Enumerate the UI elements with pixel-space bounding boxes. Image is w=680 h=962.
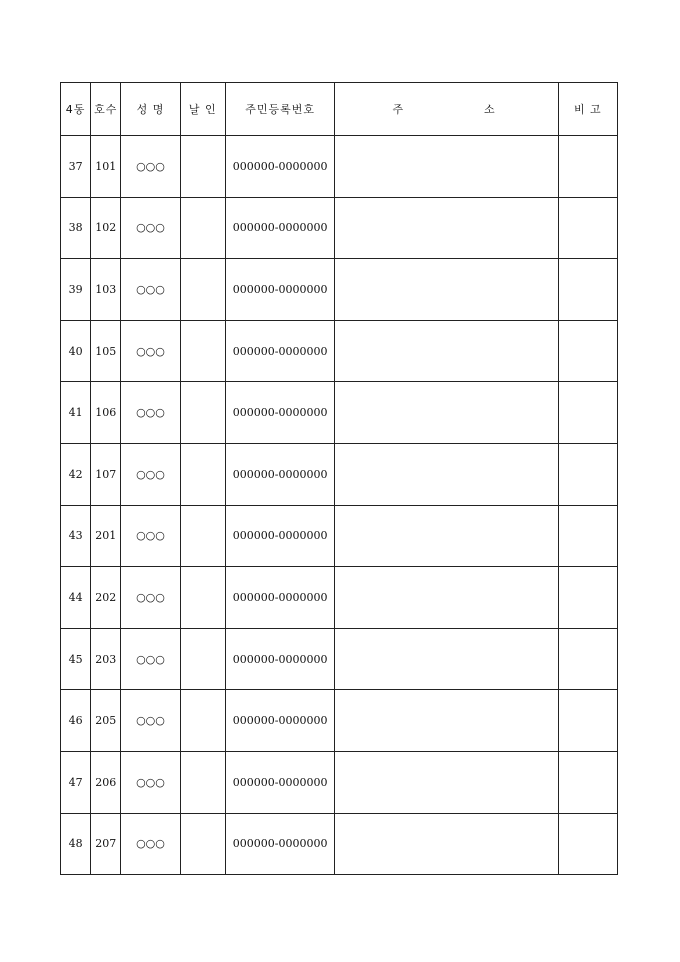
table-row [61, 751, 618, 813]
cell-row-number: 43 [61, 505, 91, 567]
cell-unit-number: 203 [91, 628, 121, 690]
header-resident-registration-number: 주민등록번호 [225, 83, 335, 136]
cell-row-number: 45 [61, 628, 91, 690]
cell-resident-registration-number: 000000-0000000 [225, 443, 335, 505]
cell-resident-registration-number: 000000-0000000 [225, 690, 335, 752]
cell-seal [180, 628, 225, 690]
cell-seal [180, 751, 225, 813]
cell-note [558, 320, 617, 382]
cell-name: ○○○ [121, 382, 180, 444]
cell-address [335, 443, 558, 505]
cell-row-number: 42 [61, 443, 91, 505]
table-row [61, 259, 618, 321]
cell-unit-number: 207 [91, 813, 121, 875]
cell-unit-number: 201 [91, 505, 121, 567]
cell-resident-registration-number: 000000-0000000 [225, 567, 335, 629]
cell-address [335, 259, 558, 321]
cell-note [558, 813, 617, 875]
cell-name: ○○○ [121, 136, 180, 198]
resident-roster-table [60, 82, 618, 875]
cell-row-number: 38 [61, 197, 91, 259]
cell-seal [180, 443, 225, 505]
cell-name: ○○○ [121, 813, 180, 875]
cell-seal [180, 259, 225, 321]
cell-name: ○○○ [121, 751, 180, 813]
table-row [61, 813, 618, 875]
cell-resident-registration-number: 000000-0000000 [225, 136, 335, 198]
cell-resident-registration-number: 000000-0000000 [225, 259, 335, 321]
cell-note [558, 197, 617, 259]
table-header [61, 83, 618, 136]
cell-unit-number: 102 [91, 197, 121, 259]
cell-unit-number: 106 [91, 382, 121, 444]
header-unit-number: 호수 [91, 83, 121, 136]
resident-roster-sheet [60, 82, 618, 875]
cell-note [558, 259, 617, 321]
cell-name: ○○○ [121, 567, 180, 629]
cell-address [335, 382, 558, 444]
header-address-left: 주 [392, 103, 405, 116]
cell-row-number: 46 [61, 690, 91, 752]
cell-resident-registration-number: 000000-0000000 [225, 751, 335, 813]
header-address [335, 83, 558, 136]
cell-row-number: 39 [61, 259, 91, 321]
cell-resident-registration-number: 000000-0000000 [225, 382, 335, 444]
cell-row-number: 47 [61, 751, 91, 813]
cell-seal [180, 320, 225, 382]
cell-address [335, 813, 558, 875]
cell-address [335, 567, 558, 629]
cell-note [558, 751, 617, 813]
cell-name: ○○○ [121, 505, 180, 567]
table-row [61, 628, 618, 690]
cell-row-number: 41 [61, 382, 91, 444]
header-dong: 4동 [61, 83, 91, 136]
cell-seal [180, 505, 225, 567]
table-row [61, 505, 618, 567]
cell-address [335, 136, 558, 198]
cell-note [558, 628, 617, 690]
table-body [61, 136, 618, 875]
cell-name: ○○○ [121, 690, 180, 752]
cell-resident-registration-number: 000000-0000000 [225, 505, 335, 567]
cell-unit-number: 105 [91, 320, 121, 382]
cell-seal [180, 567, 225, 629]
header-address-right: 소 [483, 103, 496, 116]
cell-seal [180, 382, 225, 444]
header-seal: 날 인 [180, 83, 225, 136]
cell-note [558, 443, 617, 505]
cell-resident-registration-number: 000000-0000000 [225, 628, 335, 690]
cell-address [335, 690, 558, 752]
cell-seal [180, 690, 225, 752]
cell-seal [180, 197, 225, 259]
cell-seal [180, 813, 225, 875]
cell-resident-registration-number: 000000-0000000 [225, 813, 335, 875]
table-row [61, 320, 618, 382]
cell-name: ○○○ [121, 443, 180, 505]
table-row [61, 690, 618, 752]
cell-seal [180, 136, 225, 198]
cell-note [558, 690, 617, 752]
cell-resident-registration-number: 000000-0000000 [225, 197, 335, 259]
cell-row-number: 37 [61, 136, 91, 198]
header-name: 성 명 [121, 83, 180, 136]
cell-note [558, 136, 617, 198]
cell-note [558, 567, 617, 629]
cell-unit-number: 101 [91, 136, 121, 198]
cell-unit-number: 103 [91, 259, 121, 321]
table-row [61, 382, 618, 444]
table-row [61, 136, 618, 198]
cell-name: ○○○ [121, 197, 180, 259]
cell-address [335, 320, 558, 382]
cell-unit-number: 205 [91, 690, 121, 752]
cell-note [558, 505, 617, 567]
header-row [61, 83, 618, 136]
cell-resident-registration-number: 000000-0000000 [225, 320, 335, 382]
cell-name: ○○○ [121, 259, 180, 321]
table-row [61, 197, 618, 259]
cell-note [558, 382, 617, 444]
cell-address [335, 505, 558, 567]
cell-name: ○○○ [121, 320, 180, 382]
cell-unit-number: 107 [91, 443, 121, 505]
cell-row-number: 44 [61, 567, 91, 629]
cell-row-number: 40 [61, 320, 91, 382]
header-note: 비 고 [558, 83, 617, 136]
cell-address [335, 751, 558, 813]
table-row [61, 567, 618, 629]
cell-address [335, 197, 558, 259]
cell-unit-number: 206 [91, 751, 121, 813]
cell-row-number: 48 [61, 813, 91, 875]
cell-address [335, 628, 558, 690]
table-row [61, 443, 618, 505]
cell-name: ○○○ [121, 628, 180, 690]
cell-unit-number: 202 [91, 567, 121, 629]
